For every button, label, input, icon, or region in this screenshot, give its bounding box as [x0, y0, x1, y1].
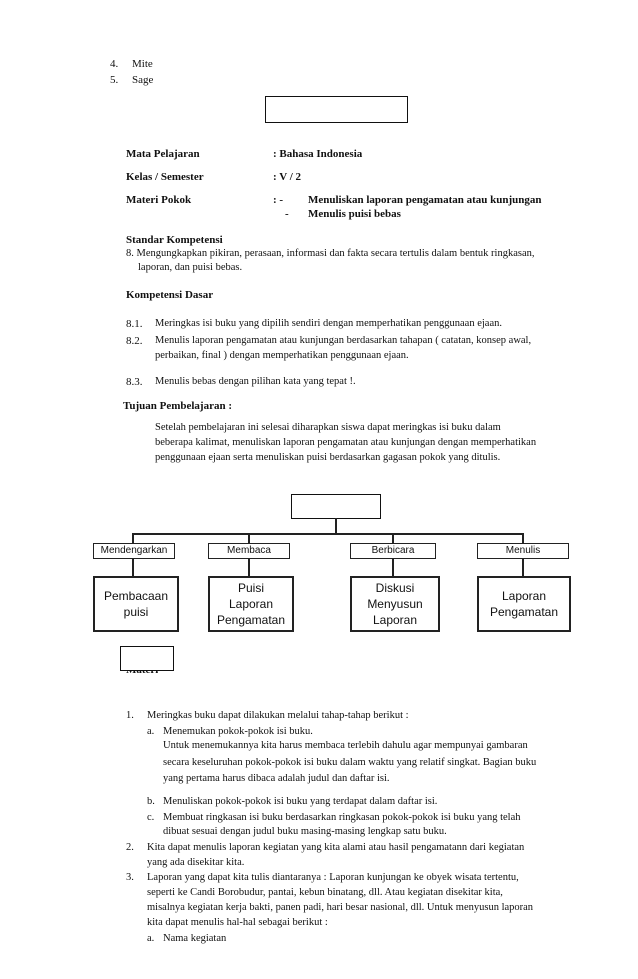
output-line: Laporan — [372, 613, 418, 627]
output-line: Laporan — [501, 589, 547, 603]
materi-text: Membuat ringkasan isi buku berdasarkan ringkasan pokok-pokok isi buku yang telah — [163, 812, 521, 823]
skill-box-berbicara: Berbicara — [350, 543, 436, 559]
output-line: Puisi — [237, 581, 264, 595]
class-value: : V / 2 — [273, 171, 302, 183]
output-line: Diskusi — [375, 581, 415, 595]
list-number: 4. — [110, 58, 119, 70]
output-line: puisi — [123, 605, 149, 619]
tujuan-line: beberapa kalimat, menuliskan laporan pengamatan atau kunjungan dengan memperhatikan — [155, 437, 537, 448]
subject-label: Mata Pelajaran — [126, 148, 200, 160]
list-text: Sage — [132, 74, 154, 86]
subject-value: : Bahasa Indonesia — [273, 148, 363, 160]
diagram-root-box — [291, 494, 381, 519]
diagram-connector — [132, 533, 524, 535]
materi-number: a. — [147, 726, 155, 737]
materi-text: Kita dapat menulis laporan kegiatan yang kita alami atau hasil pengamatann dari kegiatan — [147, 842, 525, 853]
output-box-laporan-pengamatan — [477, 576, 571, 632]
materi-number: b. — [147, 796, 155, 807]
materi-text: secara keseluruhan pokok-pokok isi buku dalam waktu yang relatif singkat. Bagian buku — [163, 757, 537, 768]
topic-item: Menuliskan laporan pengamatan atau kunjungan — [308, 194, 542, 206]
materi-text: Nama kegiatan — [163, 933, 227, 944]
kompetensi-text: perbaikan, final ) dengan memperhatikan penggunaan ejaan. — [155, 350, 409, 361]
materi-number: c. — [147, 812, 155, 823]
tujuan-heading: Tujuan Pembelajaran : — [123, 400, 232, 412]
output-line: Pengamatan — [489, 605, 559, 619]
diagram-connector — [248, 558, 250, 576]
diagram-connector — [132, 533, 134, 543]
materi-number: a. — [147, 933, 155, 944]
skill-box-membaca: Membaca — [208, 543, 290, 559]
list-item — [110, 58, 153, 70]
diagram-connector — [248, 533, 250, 543]
diagram-connector — [522, 533, 524, 543]
class-label: Kelas / Semester — [126, 171, 204, 183]
standar-line: laporan, dan puisi bebas. — [138, 262, 243, 273]
materi-text: dibuat sesuai dengan judul buku masing-masing lengkap satu buku. — [163, 826, 447, 837]
output-line: Menyusun — [367, 597, 423, 611]
skill-box-mendengarkan: Mendengarkan — [93, 543, 175, 559]
skill-box-menulis: Menulis — [477, 543, 569, 559]
kompetensi-number: 8.2. — [126, 335, 143, 347]
materi-text: misalnya kegiatan kerja bakti, panen padi, hari besar nasional, dll. Untuk menyusun laporan — [147, 902, 534, 913]
title-box — [265, 96, 408, 123]
materi-text: Menemukan pokok-pokok isi buku. — [163, 726, 313, 737]
materi-text: seperti ke Candi Borobudur, pantai, kebun binatang, dll. Atau kegiatan disekitar kita, — [147, 887, 503, 898]
diagram-connector — [392, 533, 394, 543]
output-line: Pengamatan — [216, 613, 286, 627]
materi-text: yang ada disekitar kita. — [147, 857, 245, 868]
list-item — [110, 74, 153, 86]
diagram-connector — [392, 558, 394, 576]
materi-text: yang pertama harus dibaca adalah judul dan daftar isi. — [163, 773, 390, 784]
kompetensi-text: Menulis bebas dengan pilihan kata yang tepat !. — [155, 376, 356, 387]
tujuan-line: penggunaan ejaan serta menuliskan puisi berdasarkan gagasan pokok yang ditulis. — [155, 452, 501, 463]
diagram-connector — [522, 558, 524, 576]
output-box-pembacaan-puisi — [93, 576, 179, 632]
kompetensi-text: Meringkas isi buku yang dipilih sendiri dengan memperhatikan penggunaan ejaan. — [155, 318, 502, 329]
materi-text: Untuk menemukannya kita harus membaca terlebih dahulu agar mempunyai gambaran — [163, 740, 528, 751]
materi-number: 2. — [126, 842, 134, 853]
topic-bullet: - — [285, 208, 289, 220]
materi-text: Laporan yang dapat kita tulis diantaranya : Laporan kunjungan ke obyek wisata tertentu, — [147, 872, 519, 883]
materi-text: Meringkas buku dapat dilakukan melalui tahap-tahap berikut : — [147, 710, 409, 721]
standar-heading: Standar Kompetensi — [126, 234, 223, 246]
list-text: Mite — [132, 58, 153, 70]
materi-text: kita dapat menulis hal-hal sebagai berikut : — [147, 917, 328, 928]
diagram-connector — [132, 558, 134, 576]
topic-bullet: : - — [273, 194, 284, 206]
standar-line: 8. Mengungkapkan pikiran, perasaan, informasi dan fakta secara tertulis dalam bentuk ringkasan, — [126, 248, 535, 259]
list-number: 5. — [110, 74, 119, 86]
output-box-diskusi — [350, 576, 440, 632]
output-box-puisi-laporan — [208, 576, 294, 632]
kompetensi-number: 8.1. — [126, 318, 143, 330]
kompetensi-heading: Kompetensi Dasar — [126, 289, 214, 301]
materi-number: 3. — [126, 872, 134, 883]
materi-number: 1. — [126, 710, 134, 721]
kompetensi-number: 8.3. — [126, 376, 143, 388]
materi-cover-box — [120, 646, 174, 671]
materi-text: Menuliskan pokok-pokok isi buku yang terdapat dalam daftar isi. — [163, 796, 438, 807]
diagram-connector — [335, 518, 337, 534]
topic-item: Menulis puisi bebas — [308, 208, 401, 220]
topic-label: Materi Pokok — [126, 194, 192, 206]
output-line: Pembacaan — [103, 589, 169, 603]
kompetensi-text: Menulis laporan pengamatan atau kunjungan berdasarkan tahapan ( catatan, konsep awal, — [155, 335, 532, 346]
output-line: Laporan — [228, 597, 274, 611]
tujuan-line: Setelah pembelajaran ini selesai diharapkan siswa dapat meringkas isi buku dalam — [155, 422, 501, 433]
